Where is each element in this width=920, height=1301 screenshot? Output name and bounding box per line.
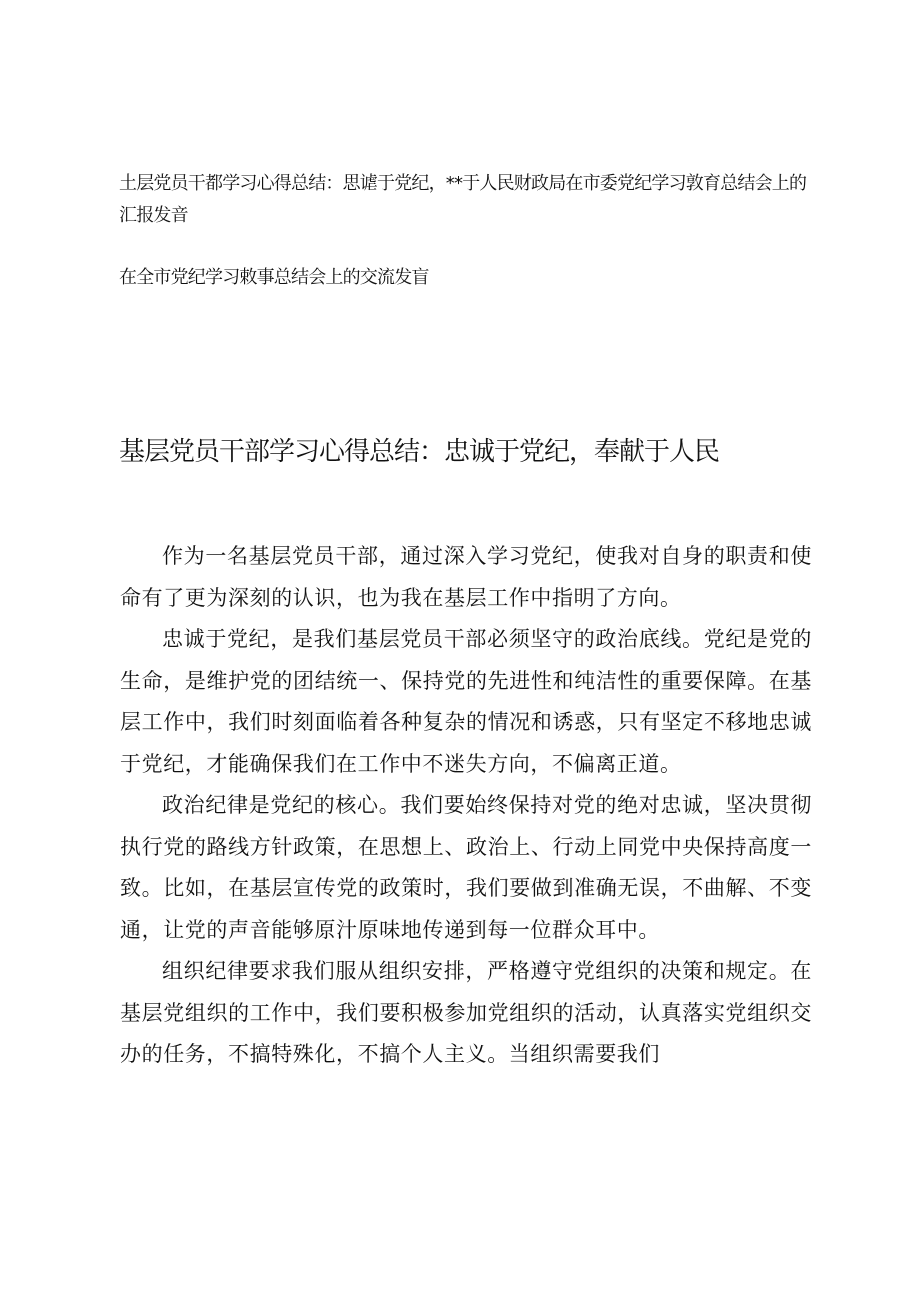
document-title: 基层党员干部学习心得总结：忠诚于党纪，奉献于人民	[119, 437, 720, 467]
paragraph-loyalty: 忠诚于党纪，是我们基层党员干部必须坚守的政治底线。党纪是党的生命，是维护党的团结统一、保持党的先进性和纯洁性的重要保障。在基层工作中，我们时刻面临着各种复杂的情况和诱惑，只有坚定不移地忠诚于党纪，才能确保我们在工作中不迷失方向，不偏离正道。	[120, 627, 812, 776]
paragraph-organizational-discipline: 组织纪律要求我们服从组织安排，严格遵守党组织的决策和规定。在基层党组织的工作中，我们要积极参加党组织的活动，认真落实党组织交办的任务，不搞特殊化，不搞个人主义。当组织需要我们	[120, 959, 812, 1066]
table-of-contents	[119, 168, 819, 294]
paragraph-political-discipline: 政治纪律是党纪的核心。我们要始终保持对党的绝对忠诚，坚决贯彻执行党的路线方针政策，在思想上、政治上、行动上同党中央保持高度一致。比如，在基层宣传党的政策时，我们要做到准确无误，不曲解、不变通，让党的声音能够原汁原味地传递到每一位群众耳中。	[120, 793, 812, 942]
toc-item-1[interactable]: 土层党员干都学习心得总结：思谑于党纪，**于人民财政局在市委党纪学习敦育总结会上的汇报发音	[119, 173, 807, 226]
toc-item-2[interactable]: 在全市党纪学习敕事总结会上的交流发盲	[119, 267, 429, 288]
paragraph-intro: 作为一名基层党员干部，通过深入学习党纪，使我对自身的职责和使命有了更为深刻的认识，也为我在基层工作中指明了方向。	[120, 544, 812, 610]
document-body	[120, 536, 812, 1076]
